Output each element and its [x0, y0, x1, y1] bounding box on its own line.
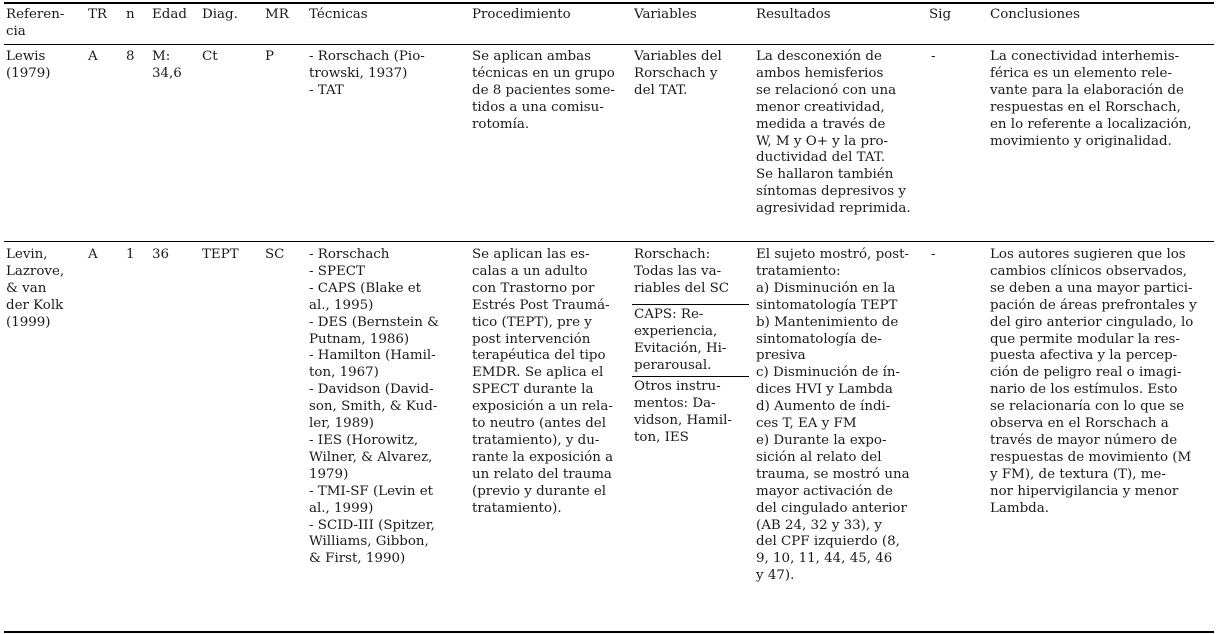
header-rule: [4, 44, 1214, 45]
cell-variables-rorschach: Rorschach: Todas las va- riables del SC: [634, 247, 730, 296]
header-resultados: Resultados: [756, 7, 831, 22]
cell-tecnicas: - Rorschach - SPECT - CAPS (Blake et al., 1995) - DES (Bernstein & Putnam, 1986) - Hamilton (Hamil- ton, 1967) - Davidson (David- son, Smith, & Kud- ler, 1989) - IES (Horowitz, Wilner, & Alvarez, 1979) - TMI-SF (Levin et al., 1999) - SCID-III (Spitzer, Williams, Gibbon, & First, 1990): [309, 247, 439, 567]
cell-mr: SC: [265, 247, 285, 262]
cell-edad: 36: [152, 247, 170, 262]
variables-sub-rule: [632, 304, 749, 305]
cell-n: 8: [126, 49, 135, 64]
header-tr: TR: [88, 7, 108, 22]
header-diag: Diag.: [202, 7, 238, 22]
header-sig: Sig: [929, 7, 952, 22]
header-variables: Variables: [634, 7, 697, 22]
cell-sig: -: [931, 247, 936, 262]
header-mr: MR: [265, 7, 289, 22]
header-edad: Edad: [152, 7, 187, 22]
cell-procedimiento: Se aplican ambas técnicas en un grupo de 8 pacientes some- tidos a una comisu- rotomía.: [472, 49, 615, 132]
cell-conclusiones: La conectividad interhemis- férica es un elemento rele- vante para la elaboración de respuestas en el Rorschach, en lo referente a localización, movimiento y originalidad.: [990, 49, 1192, 149]
header-conclusiones: Conclusiones: [990, 7, 1080, 22]
header-referencia: Referen- cia: [6, 7, 65, 39]
cell-edad: M: 34,6: [152, 49, 182, 81]
cell-mr: P: [265, 49, 275, 64]
cell-n: 1: [126, 247, 135, 262]
top-rule: [4, 2, 1214, 4]
header-n: n: [126, 7, 135, 22]
cell-variables: Variables del Rorschach y del TAT.: [634, 49, 722, 98]
header-procedimiento: Procedimiento: [472, 7, 571, 22]
cell-diag: Ct: [202, 49, 218, 64]
cell-resultados: El sujeto mostró, post- tratamiento: a) Disminución en la sintomatología TEPT b) Mantenimiento de sintomatología de- presiva c) Disminución de ín- dices HVI y Lambda d) Aumento de índi- ces T, EA y FM e) Durante la expo- sición al relato del trauma, se mostró una mayor activación de del cingulado anterior (AB 24, 32 y 33), y del CPF izquierdo (8, 9, 10, 11, 44, 45, 46 y 47).: [756, 247, 910, 584]
cell-variables-caps: CAPS: Re- experiencia, Evitación, Hi- perarousal.: [634, 307, 727, 373]
cell-diag: TEPT: [202, 247, 239, 262]
cell-variables-otros: Otros instru- mentos: Da- vidson, Hamil- ton, IES: [634, 379, 732, 445]
header-tecnicas: Técnicas: [309, 7, 368, 22]
cell-resultados: La desconexión de ambos hemisferios se relacionó con una menor creatividad, medida a través de W, M y O+ y la pro- ductividad del TAT. Se hallaron también síntomas depresivos y agresividad reprimida.: [756, 49, 911, 217]
row-divider-rule: [4, 241, 1214, 242]
cell-tecnicas: - Rorschach (Pio- trowski, 1937) - TAT: [309, 49, 425, 98]
cell-tr: A: [88, 49, 98, 64]
cell-sig: -: [931, 49, 936, 64]
cell-tr: A: [88, 247, 98, 262]
variables-sub-rule: [632, 376, 749, 377]
cell-referencia: Lewis (1979): [6, 49, 51, 81]
cell-referencia: Levin, Lazrove, & van der Kolk (1999): [6, 247, 65, 330]
bottom-rule: [4, 631, 1214, 633]
cell-conclusiones: Los autores sugieren que los cambios clínicos observados, se deben a una mayor partici- pación de áreas prefrontales y del giro anterior cingulado, lo que permite modular la res- puesta afectiva y la percep- ción de peligro real o imagi- nario de los estímulos. Esto se relacionaría con lo que se observa en el Rorschach a través de mayor número de respuestas de movimiento (M y FM), de textura (T), me- nor hipervigilancia y menor Lambda.: [990, 247, 1197, 516]
cell-procedimiento: Se aplican las es- calas a un adulto con Trastorno por Estrés Post Traumá- tico (TEPT), pre y post intervención terapéutica del tipo EMDR. Se aplica el SPECT durante la exposición a un rela- to neutro (antes del tratamiento), y du- rante la exposición a un relato del trauma (previo y durante el tratamiento).: [472, 247, 614, 516]
